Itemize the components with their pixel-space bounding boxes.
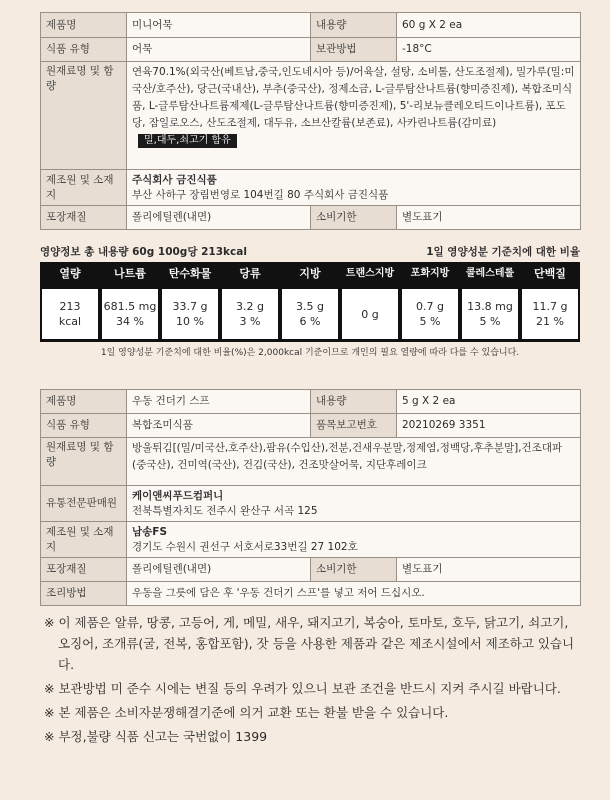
nutrition-cell	[162, 289, 218, 339]
p1-maker-name: 주식회사 금진식품	[132, 173, 217, 186]
nutrition-column-headers	[40, 262, 580, 286]
p1-name: 미니어묵	[127, 13, 311, 38]
p2-type: 복합조미식품	[127, 414, 311, 438]
nutrition-col-header: 당류	[239, 267, 261, 280]
product1-table-wrap	[40, 12, 580, 230]
nutrition-values-row	[40, 286, 580, 342]
product2-info-table	[40, 389, 581, 606]
nutrition-col-header: 콜레스테롤	[465, 268, 515, 279]
nutrition-note: 1일 영양성분 기준치에 대한 비율(%)은 2,000kcal 기준이므로 개인의 필요 열량에 따라 다를 수 있습니다.	[100, 348, 520, 358]
p2-pack-label: 포장재질	[41, 558, 127, 582]
p2-volume: 5 g X 2 ea	[397, 390, 581, 414]
p1-maker-cell	[127, 170, 581, 206]
note-report-hotline: ※ 부정,불량 식품 신고는 국번없이 1399	[44, 729, 268, 744]
precaution-notes	[44, 612, 584, 750]
p2-cook-label: 조리방법	[41, 582, 127, 606]
p1-storage-label: 보관방법	[311, 38, 397, 62]
nutrition-col-header: 나트륨	[114, 267, 146, 280]
nutrition-cell	[222, 289, 278, 339]
p1-maker-addr: 부산 사하구 장림번영로 104번길 80 주식회사 금진식품	[132, 188, 389, 201]
nutrition-cell	[102, 289, 158, 339]
p1-volume: 60 g X 2 ea	[397, 13, 581, 38]
p2-maker-addr: 경기도 수원시 권선구 서호서로33번길 27 102호	[132, 540, 358, 553]
nutrition-pct: 5 %	[419, 315, 441, 328]
nutrition-cell	[42, 289, 98, 339]
p1-pack: 폴리에틸렌(내면)	[127, 206, 311, 230]
note-refund: ※ 본 제품은 소비자분쟁해결기준에 의거 교환 또는 환불 받을 수 있습니다.	[44, 705, 449, 720]
product1-info-table	[40, 12, 581, 230]
nutrition-value: 3.5 g	[296, 300, 324, 313]
nutrition-col-header: 트랜스지방	[345, 268, 395, 279]
nutrition-pct: 5 %	[479, 315, 501, 328]
nutrition-value: 11.7 g	[532, 300, 568, 313]
p1-allergen-badge: 밀,대두,쇠고기 함유	[138, 134, 237, 148]
nutrition-value: 33.7 g	[172, 300, 208, 313]
p1-volume-label: 내용량	[311, 13, 397, 38]
nutrition-cell	[522, 289, 578, 339]
nutrition-value: 3.2 g	[236, 300, 264, 313]
nutrition-cell	[282, 289, 338, 339]
nutrition-cell	[342, 289, 398, 339]
p2-maker-name: 남송FS	[132, 525, 168, 538]
nutrition-col-header: 단백질	[534, 267, 566, 280]
p2-dist-label: 유통전문판매원	[41, 486, 127, 522]
p2-maker-label: 제조원 및 소재지	[41, 522, 127, 558]
note-allergen-facility: ※ 이 제품은 알류, 땅콩, 고등어, 게, 메밀, 새우, 돼지고기, 복숭아, 토마토, 호두, 닭고기, 쇠고기, 오징어, 조개류(굴, 전복, 홍합포함), 잣 등을 사용한 제품과 같은 제조시설에서 제조하고 있습니다.	[44, 615, 575, 672]
nutrition-cell	[462, 289, 518, 339]
nutrition-cell	[402, 289, 458, 339]
nutrition-pct: 10 %	[176, 315, 204, 328]
nutrition-value: 0 g	[361, 307, 379, 321]
nutrition-header-left: 영양정보 총 내용량 60g 100g당 213kcal	[40, 246, 247, 258]
nutrition-col-header: 포화지방	[410, 268, 450, 279]
nutrition-pct: 3 %	[239, 315, 261, 328]
p2-dist-name: 케이앤씨푸드컴퍼니	[132, 489, 224, 502]
nutrition-value: 13.8 mg	[467, 300, 513, 313]
p1-type-label: 식품 유형	[41, 38, 127, 62]
nutrition-pct: 34 %	[116, 315, 144, 328]
p2-ingredients-label: 원재료명 및 함량	[41, 438, 127, 486]
nutrition-pct: 6 %	[299, 315, 321, 328]
nutrition-pct: 21 %	[536, 315, 564, 328]
nutrition-table	[40, 262, 580, 342]
p1-ingredients: 연육70.1%(외국산(베트남,중국,인도네시아 등)/어육살, 설탕, 소비톨, 산도조절제), 밀가루(밀:미국산/호주산), 당근(국내산), 부추(중국산), 정제소금, L-글루탐산나트륨(향미증진제), 복합조미식품, L-글루탐산나트륨제제(L-글루탐산나트륨(향미증진제), 5'-리보뉴클레오티드이나트륨), 포도당, 잠일로오스, 산도조절제, 대두유, 소브산칼륨(보존료), 사카린나트륨(감미료)	[132, 66, 575, 129]
nutrition-col-header: 지방	[299, 267, 321, 280]
p1-expiry: 별도표기	[397, 206, 581, 230]
p2-expiry: 별도표기	[397, 558, 581, 582]
p2-name: 우동 건더기 스프	[127, 390, 311, 414]
nutrition-col-header: 열량	[59, 267, 81, 280]
nutrition-col-header: 탄수화물	[168, 267, 212, 280]
p1-type: 어묵	[127, 38, 311, 62]
p2-pack: 폴리에틸렌(내면)	[127, 558, 311, 582]
p2-ingredients: 방울튀김[(밀/미국산,호주산),팜유(수입산),전분,건새우분말,정제염,정백당,후추분말],건조대파(중국산), 건미역(국산), 건김(국산), 건조맛살어묵, 지단후레이크	[127, 438, 581, 486]
product2-table-wrap	[40, 389, 580, 606]
nutrition-pct: kcal	[58, 315, 82, 328]
p2-cook: 우동을 그릇에 담은 후 '우동 건더기 스프'를 넣고 저어 드십시오.	[127, 582, 581, 606]
p2-report: 20210269 3351	[397, 414, 581, 438]
p2-report-label: 품목보고번호	[311, 414, 397, 438]
p2-expiry-label: 소비기한	[311, 558, 397, 582]
p1-pack-label: 포장재질	[41, 206, 127, 230]
p1-expiry-label: 소비기한	[311, 206, 397, 230]
nutrition-header	[40, 244, 580, 259]
p1-ingredients-cell	[127, 62, 581, 170]
nutrition-value: 681.5 mg	[103, 300, 157, 313]
p1-maker-label: 제조원 및 소재지	[41, 170, 127, 206]
p2-volume-label: 내용량	[311, 390, 397, 414]
nutrition-value: 0.7 g	[416, 300, 444, 313]
p1-storage: -18°C	[397, 38, 581, 62]
p1-name-label: 제품명	[41, 13, 127, 38]
p2-dist-cell	[127, 486, 581, 522]
p2-maker-cell	[127, 522, 581, 558]
note-storage: ※ 보관방법 미 준수 시에는 변질 등의 우려가 있으니 보관 조건을 반드시 지켜 주시길 바랍니다.	[44, 681, 561, 696]
p1-ingredients-label: 원재료명 및 함량	[41, 62, 127, 170]
p2-dist-addr: 전북특별자치도 전주시 완산구 서곡 125	[132, 504, 318, 517]
nutrition-header-right: 1일 영양성분 기준치에 대한 비율	[426, 246, 580, 258]
nutrition-value: 213	[59, 300, 81, 313]
p2-type-label: 식품 유형	[41, 414, 127, 438]
p2-name-label: 제품명	[41, 390, 127, 414]
